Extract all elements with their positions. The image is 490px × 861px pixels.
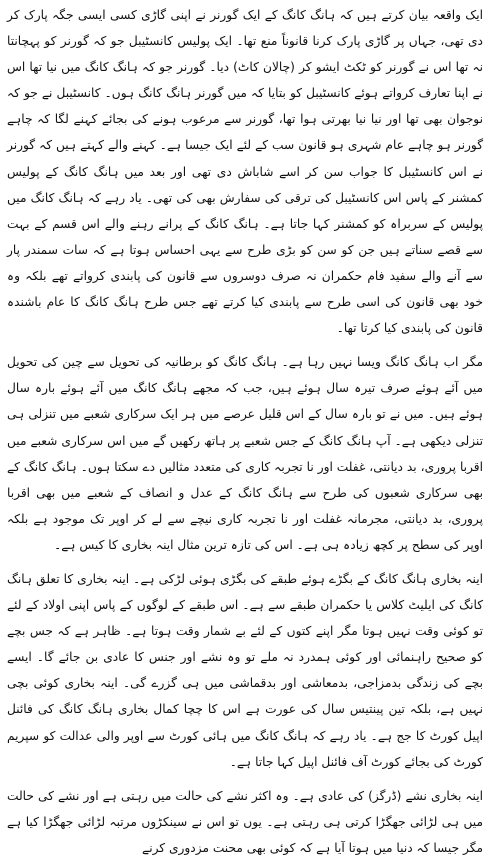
paragraph-gap — [7, 558, 483, 566]
paragraph-4: اینہ بخاری نشے (ڈرگز) کی عادی ہے۔ وہ اکثر نشے کی حالت میں رہتی ہے اور نشے کی حالت میں ہی لڑائی جھگڑا کرتی ہی رہتی ہے۔ یوں تو اس نے سینکڑوں مرتبہ لڑائی جھگڑا کیا ہے مگر جیسا کہ دنیا میں ہوتا آیا ہے کہ کوئی بھی محنت مزدوری کرنے — [7, 788, 483, 855]
paragraph-3: اینہ بخاری ہانگ کانگ کے بگڑے ہوئے طبقے کی بگڑی ہوئی لڑکی ہے۔ اینہ بخاری کا تعلق ہانگ کانگ کی ایلیٹ کلاس یا حکمران طبقے سے ہے۔ اس طبقے کے لوگوں کے پاس اپنی اولاد کے لئے تو کوئی وقت نہیں ہوتا مگر اپنے کتوں کے لئے بے شمار وقت ہوتا ہے۔ ظاہر ہے کہ جس بچے کو صحیح راہنمائی اور کوئی ہمدرد نہ ملے تو وہ نشے اور جنس کا عادی بن جائے گا۔ ایسے بچے کی زندگی بدمزاجی، بدمعاشی اور بدقماشی میں ہی گزرے گی۔ اینہ بخاری کوئی بچی نہیں ہے، بلکہ تین پینتیس سال کی عورت ہے اس کا چچا کمال بخاری ہانگ کانگ کی فائنل اپیل کورٹ کا جج ہے۔ یاد رہے کہ ہانگ کانگ میں ہائی کورٹ سے اوپر والی عدالت کو سپریم کورٹ کی بجائے کورٹ آف فائنل اپیل کہا جاتا ہے۔ — [7, 571, 483, 769]
paragraph-2: مگر اب ہانگ کانگ ویسا نہیں رہا ہے۔ ہانگ کانگ کو برطانیہ کی تحویل سے چین کی تحویل میں آئے ہوئے صرف تیرہ سال ہوئے ہیں، جب کہ مجھے ہانگ کانگ میں آئے ہوئے بارہ سال ہوئے ہیں۔ میں نے تو بارہ سال کے اس قلیل عرصے میں ہر ایک سرکاری شعبے میں تنزلی ہی تنزلی دیکھی ہے۔ آپ ہانگ کانگ کے جس شعبے پر ہاتھ رکھیں گے میں اس سرکاری شعبے میں اقربا پروری، بد دیانتی، غفلت اور نا تجربہ کاری کی متعدد مثالیں دے سکتا ہوں۔ ہانگ کانگ کے بھی سرکاری شعبوں کی طرح سے ہانگ کانگ کے عدل و انصاف کے شعبے میں بھی اقربا پروری، بد دیانتی، مجرمانہ غفلت اور نا تجربہ کاری نیچے سے لے کر اوپر تک موجود ہے بلکہ اوپر کی سطح پر کچھ زیادہ ہی ہے۔ اس کی تازہ ترین مثال اینہ بخاری کا کیس ہے۔ — [7, 355, 483, 552]
paragraph-gap — [7, 341, 483, 349]
paragraph-1: ایک واقعہ بیان کرتے ہیں کہ ہانگ کانگ کے ایک گورنر نے اپنی گاڑی کسی ایسی جگہ پارک کر دی تھی، جہاں پر گاڑی پارک کرنا قانوناً منع تھا۔ ایک پولیس کانسٹیبل جو کہ گورنر کو پہچانتا نہ تھا اس نے گورنر کو ٹکٹ ایشو کر (چالان کاٹ) دیا۔ گورنر جو کہ ہانگ کانگ میں نیا تھا اس نے اپنا تعارف کرواتے ہوئے کانسٹیبل کو بتایا کہ میں گورنر ہانگ کانگ ہوں۔ کانسٹیبل نے جو کہ نوجوان بھی تھا اور نیا نیا بھرتی ہوا تھا، گورنر سے مرعوب ہونے کی بجائے کہنے لگا کہ چاہے گورنر ہو چاہے عام شہری ہو قانون سب کے لئے ایک جیسا ہے۔ کہنے والے کہتے ہیں کہ گورنر نے اس کانسٹیبل کا جواب سن کر اسے شاباش دی تھی اور بعد میں ہانگ کانگ کے پولیس کمشنر کے پاس اس کانسٹیبل کی ترقی کی سفارش بھی کی تھی۔ یاد رہے کہ ہانگ کانگ میں پولیس کے سربراہ کو کمشنر کہا جاتا ہے۔ ہانگ کانگ کے پرانے رہنے والے اس قسم کے بہت سے قصے سناتے ہیں جن کو سن کو بڑی طرح سے یہی احساس ہوتا ہے کہ سات سمندر پار سے آنے والے سفید فام حکمران نہ صرف دوسروں سے قانون کی پابندی کرواتے تھے بلکہ وہ خود بھی قانون کی اسی طرح سے پابندی کیا کرتے تھے جس طرح ہانگ کانگ کا عام باشندہ قانون کی پابندی کیا کرتا تھا۔ — [7, 8, 483, 336]
paragraph-gap — [7, 775, 483, 783]
